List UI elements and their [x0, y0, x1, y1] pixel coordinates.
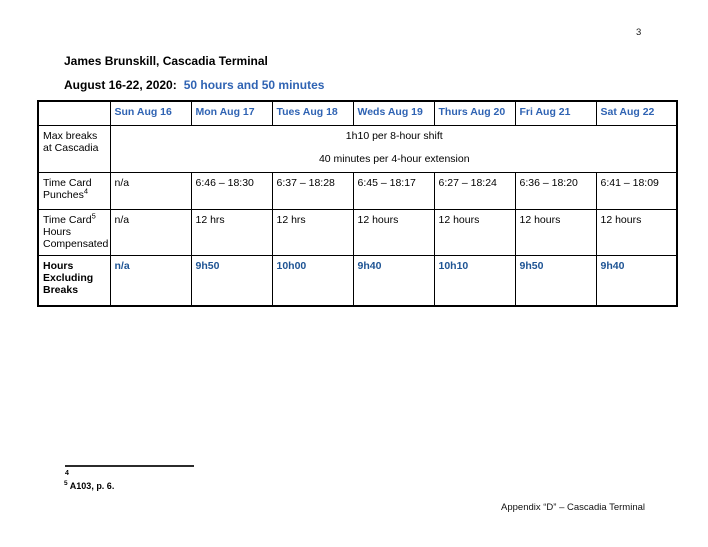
excl-breaks-cell-sat: 9h40: [596, 255, 677, 306]
max-breaks-merged-cell: [110, 125, 677, 172]
max-breaks-line1: 1h10 per 8-hour shift: [345, 129, 443, 142]
footnote-ref-5: 5: [91, 211, 96, 220]
footnote-5-text: A103, p. 6.: [69, 481, 115, 491]
period-line: [64, 78, 324, 92]
row-label-max-breaks: Max breaks at Cascadia: [38, 125, 110, 172]
hours-comp-cell-wed: 12 hours: [353, 209, 434, 255]
hours-comp-cell-mon: 12 hrs: [191, 209, 272, 255]
row-label-time-card-punches: [38, 172, 110, 209]
corner-cell: [38, 101, 110, 125]
row-label-hours-compensated: [38, 209, 110, 255]
table-row-time-card-punches: [38, 172, 677, 209]
footnote-separator-line: [65, 465, 194, 467]
max-breaks-line2: 40 minutes per 4-hour extension: [318, 152, 470, 165]
hours-comp-cell-sun: n/a: [110, 209, 191, 255]
column-header-sun: Sun Aug 16: [110, 101, 191, 125]
period-total-hours: 50 hours and 50 minutes: [183, 78, 325, 92]
excl-breaks-cell-wed: 9h40: [353, 255, 434, 306]
punches-cell-sat: 6:41 – 18:09: [596, 172, 677, 209]
row-label-hours-excluding-breaks: Hours Excluding Breaks: [38, 255, 110, 306]
hours-comp-label-suffix: Hours Compensated: [43, 225, 109, 250]
punches-cell-tue: 6:37 – 18:28: [272, 172, 353, 209]
punches-cell-sun: n/a: [110, 172, 191, 209]
excl-breaks-cell-tue: 10h00: [272, 255, 353, 306]
excl-breaks-cell-sun: n/a: [110, 255, 191, 306]
page-title: James Brunskill, Cascadia Terminal: [64, 54, 268, 68]
table-header-row: [38, 101, 677, 125]
footnote-5: [64, 481, 114, 492]
punches-cell-thu: 6:27 – 18:24: [434, 172, 515, 209]
table-row-hours-excluding-breaks: [38, 255, 677, 306]
page-number: 3: [636, 27, 642, 38]
column-header-tue: Tues Aug 18: [272, 101, 353, 125]
column-header-fri: Fri Aug 21: [515, 101, 596, 125]
excl-breaks-cell-thu: 10h10: [434, 255, 515, 306]
hours-comp-cell-fri: 12 hours: [515, 209, 596, 255]
column-header-thu: Thurs Aug 20: [434, 101, 515, 125]
punches-cell-fri: 6:36 – 18:20: [515, 172, 596, 209]
appendix-footer: Appendix “D” – Cascadia Terminal: [501, 502, 645, 513]
footnote-ref-4: 4: [83, 186, 89, 195]
punches-cell-wed: 6:45 – 18:17: [353, 172, 434, 209]
period-label: August 16-22, 2020:: [64, 78, 177, 92]
hours-table: [37, 100, 678, 307]
footnote-4: [65, 470, 69, 478]
punches-label-text: Time Card Punches: [43, 176, 92, 201]
hours-comp-cell-tue: 12 hrs: [272, 209, 353, 255]
excl-breaks-cell-mon: 9h50: [191, 255, 272, 306]
column-header-mon: Mon Aug 17: [191, 101, 272, 125]
hours-comp-cell-sat: 12 hours: [596, 209, 677, 255]
column-header-wed: Weds Aug 19: [353, 101, 434, 125]
footnote-4-marker: 4: [65, 470, 69, 477]
hours-comp-label-prefix: Time Card: [43, 213, 92, 226]
column-header-sat: Sat Aug 22: [596, 101, 677, 125]
hours-comp-cell-thu: 12 hours: [434, 209, 515, 255]
punches-cell-mon: 6:46 – 18:30: [191, 172, 272, 209]
footnote-5-marker: 5: [64, 480, 68, 487]
excl-breaks-cell-fri: 9h50: [515, 255, 596, 306]
title-block: [64, 54, 324, 92]
table-row-hours-compensated: [38, 209, 677, 255]
table-row-max-breaks: [38, 125, 677, 172]
